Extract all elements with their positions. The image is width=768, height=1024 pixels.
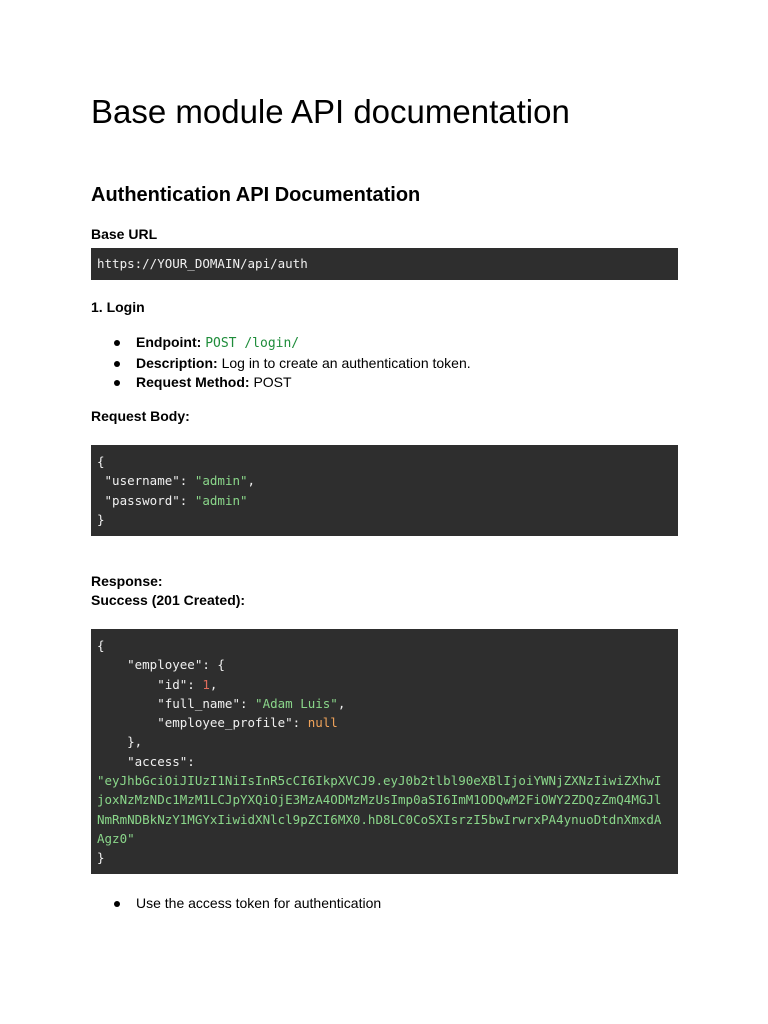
- json-number: 1: [202, 676, 210, 692]
- access-token-note: Use the access token for authentication: [136, 895, 382, 911]
- base-url-code-block: [91, 248, 678, 280]
- code-line: {: [97, 454, 105, 469]
- token-line: NmRmNDBkNzY1MGYxIiwidXNlcl9pZCI6MX0.hD8LC0CoSXIsrzI5bwIrwrxPA4ynuoDtdnXmxdA: [97, 811, 662, 827]
- code-line: "full_name": "Adam Luis",: [97, 695, 346, 711]
- login-details-list: [91, 333, 471, 393]
- section-title: Authentication API Documentation: [91, 184, 421, 206]
- token-line: Agz0": [97, 830, 135, 846]
- json-key: "full_name":: [97, 695, 256, 711]
- code-line: "username": "admin",: [97, 473, 256, 489]
- success-label: Success (201 Created):: [91, 592, 246, 608]
- json-key: "password":: [97, 492, 195, 508]
- json-string: "admin": [194, 492, 248, 508]
- usage-notes-list: [91, 894, 381, 914]
- token-line: "eyJhbGciOiJIUzI1NiIsInR5cCI6IkpXVCJ9.eyJ0b2tlbl90eXBlIjoiYWNjZXNzIiwiZXhwI: [97, 773, 662, 789]
- request-body-label: Request Body:: [91, 408, 190, 424]
- json-string: "Adam Luis": [255, 695, 338, 711]
- json-key: "employee_profile":: [97, 715, 308, 731]
- page-title: Base module API documentation: [91, 93, 570, 130]
- code-line: {: [97, 638, 105, 653]
- code-line: [97, 713, 672, 732]
- request-method-value: POST: [249, 374, 292, 390]
- json-null: null: [307, 715, 338, 731]
- token-line: joxNzMzNDc1MzM1LCJpYXQiOjE3MzA4ODMzMzUsImp0aSI6ImM1ODQwM2FiOWY2ZDQzZmQ4MGJl: [97, 792, 662, 808]
- code-line: "id": 1,: [97, 676, 218, 692]
- list-item-request-method: [91, 373, 471, 393]
- list-item-access-token-note: [91, 894, 381, 914]
- code-line: "access":: [97, 753, 195, 769]
- bullet-dot: [114, 380, 120, 386]
- code-line: },: [97, 734, 143, 750]
- json-key: "username":: [97, 473, 195, 489]
- code-line: "employee": {: [97, 657, 225, 673]
- login-heading: 1. Login: [91, 299, 145, 315]
- endpoint-value: POST /login/: [205, 336, 300, 351]
- description-label: Description:: [136, 354, 218, 371]
- code-line: }: [97, 511, 105, 527]
- json-string: "admin": [194, 473, 248, 489]
- base-url-label: Base URL: [91, 226, 158, 242]
- bullet-dot: [114, 340, 120, 346]
- list-item-endpoint: [91, 333, 471, 354]
- base-url-value: https://YOUR_DOMAIN/api/auth: [97, 256, 308, 271]
- bullet-dot: [114, 901, 120, 907]
- request-body-code-block: [91, 445, 678, 536]
- code-line: [97, 491, 672, 510]
- endpoint-label: Endpoint:: [136, 334, 202, 350]
- request-method-label: Request Method:: [136, 374, 250, 390]
- description-value: Log in to create an authentication token.: [217, 354, 471, 371]
- json-key: "id":: [97, 676, 203, 692]
- response-label: Response:: [91, 573, 163, 589]
- bullet-dot: [114, 361, 120, 367]
- code-line: }: [97, 850, 105, 866]
- response-body-code-block: [91, 629, 678, 874]
- list-item-description: [91, 354, 471, 374]
